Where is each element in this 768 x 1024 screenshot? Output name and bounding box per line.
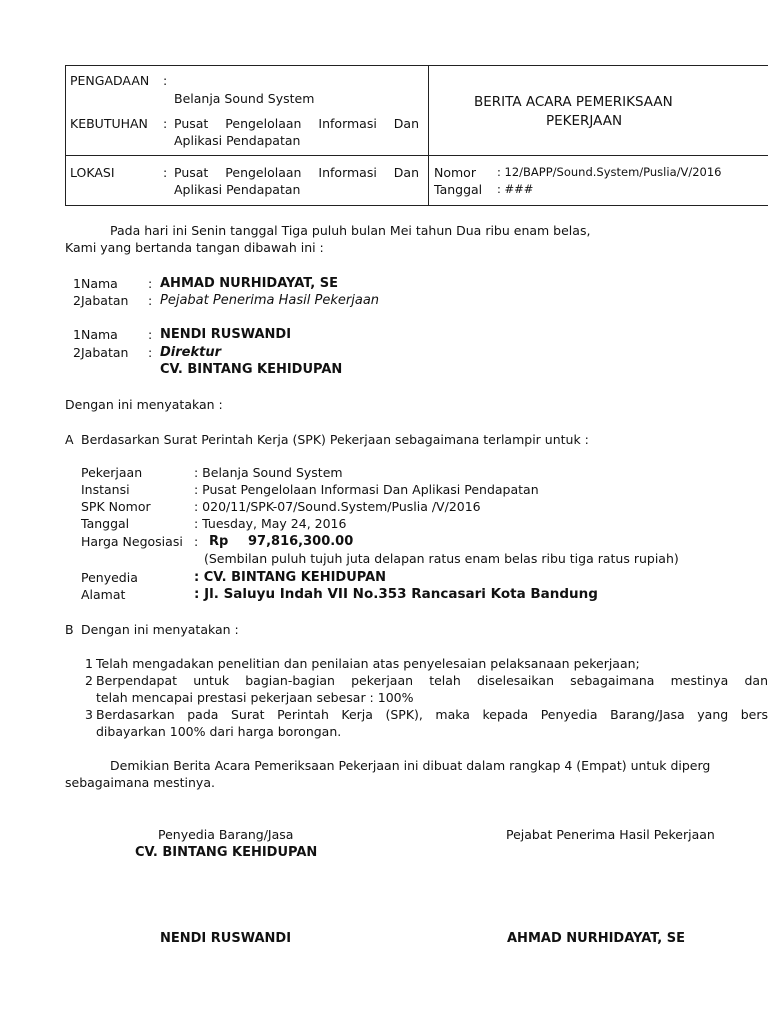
item-text-cont: dibayarkan 100% dari harga borongan.: [96, 724, 342, 739]
person2-nama-label: Nama: [81, 327, 118, 342]
signature-right-role: Pejabat Penerima Hasil Pekerjaan: [506, 827, 715, 842]
person2-nama: NENDI RUSWANDI: [160, 327, 292, 342]
pengadaan-value: Belanja Sound System: [174, 91, 315, 106]
harga-label: Harga Negosiasi: [81, 534, 183, 549]
kebutuhan-value-line1: Pusat Pengelolaan Informasi Dan: [174, 116, 419, 131]
spk-row-value: : Tuesday, May 24, 2016: [194, 516, 347, 531]
person1-no1: 1: [73, 276, 81, 291]
signature-left-company: CV. BINTANG KEHIDUPAN: [135, 845, 318, 860]
person1-nama-label: Nama: [81, 276, 118, 291]
signature-left-role: Penyedia Barang/Jasa: [158, 827, 294, 842]
kebutuhan-colon: :: [163, 116, 168, 131]
table-middle-border: [65, 155, 768, 156]
spk-row-label: Instansi: [81, 482, 130, 497]
kebutuhan-label: KEBUTUHAN: [70, 116, 148, 131]
section-b-text: Dengan ini menyatakan :: [81, 622, 239, 637]
lokasi-label: LOKASI: [70, 165, 115, 180]
document-title-line2: PEKERJAAN: [546, 113, 623, 129]
nomor-value: : 12/BAPP/Sound.System/Puslia/V/2016: [497, 165, 722, 179]
penyedia-value: : CV. BINTANG KEHIDUPAN: [194, 570, 387, 585]
spk-row-label: Pekerjaan: [81, 465, 143, 480]
item-text: Berdasarkan pada Surat Perintah Kerja (SPK), maka kepada Penyedia Barang/Jasa yang bers: [96, 707, 768, 722]
closing-line2: sebagaimana mestinya.: [65, 775, 215, 790]
tanggal-value: : ###: [497, 182, 534, 196]
nomor-label: Nomor: [434, 165, 476, 180]
person2-jabatan-label: Jabatan: [81, 345, 129, 360]
person1-colon1: :: [148, 276, 153, 291]
item-text: Telah mengadakan penelitian dan penilaian atas penyelesaian pelaksanaan pekerjaan;: [96, 656, 640, 671]
person1-jabatan-label: Jabatan: [81, 293, 129, 308]
person1-nama: AHMAD NURHIDAYAT, SE: [160, 276, 338, 291]
item-number: 3: [85, 707, 93, 722]
pengadaan-colon: :: [163, 73, 168, 88]
person2-colon1: :: [148, 327, 153, 342]
person2-colon2: :: [148, 345, 153, 360]
penyedia-label: Penyedia: [81, 570, 138, 585]
spk-row-value: : Pusat Pengelolaan Informasi Dan Aplikasi Pendapatan: [194, 482, 539, 497]
table-left-border: [65, 65, 66, 206]
lokasi-value-line2: Aplikasi Pendapatan: [174, 182, 301, 197]
person1-jabatan: Pejabat Penerima Hasil Pekerjaan: [160, 293, 380, 308]
item-text: Berpendapat untuk bagian-bagian pekerjaan telah diselesaikan sebagaimana mestinya dan: [96, 673, 768, 688]
section-b-letter: B: [65, 622, 74, 637]
person2-company: CV. BINTANG KEHIDUPAN: [160, 362, 343, 377]
alamat-value: : Jl. Saluyu Indah VII No.353 Rancasari Kota Bandung: [194, 586, 598, 602]
document-title-line1: BERITA ACARA PEMERIKSAAN: [474, 94, 673, 110]
section-a-letter: A: [65, 432, 74, 447]
closing-line1: Demikian Berita Acara Pemeriksaan Pekerjaan ini dibuat dalam rangkap 4 (Empat) untuk diperg: [110, 758, 711, 773]
pengadaan-label: PENGADAAN: [70, 73, 150, 88]
section-a-text: Berdasarkan Surat Perintah Kerja (SPK) Pekerjaan sebagaimana terlampir untuk :: [81, 432, 589, 447]
person2-no2: 2: [73, 345, 81, 360]
harga-colon: :: [194, 534, 199, 549]
harga-value: 97,816,300.00: [248, 534, 354, 549]
signature-left-name: NENDI RUSWANDI: [160, 931, 292, 946]
spk-row-label: Tanggal: [81, 516, 130, 531]
person2-jabatan: Direktur: [160, 345, 222, 360]
item-text-cont: telah mencapai prestasi pekerjaan sebesar : 100%: [96, 690, 414, 705]
intro-line1: Pada hari ini Senin tanggal Tiga puluh bulan Mei tahun Dua ribu enam belas,: [110, 223, 591, 238]
harga-terbilang: (Sembilan puluh tujuh juta delapan ratus enam belas ribu tiga ratus rupiah): [204, 551, 679, 566]
item-number: 1: [85, 656, 93, 671]
lokasi-value-line1: Pusat Pengelolaan Informasi Dan: [174, 165, 419, 180]
intro-line2: Kami yang bertanda tangan dibawah ini :: [65, 240, 324, 255]
person1-colon2: :: [148, 293, 153, 308]
alamat-label: Alamat: [81, 587, 126, 602]
table-bottom-border: [65, 205, 768, 206]
person1-no2: 2: [73, 293, 81, 308]
spk-row-label: SPK Nomor: [81, 499, 151, 514]
tanggal-label: Tanggal: [434, 182, 483, 197]
harga-currency: Rp: [209, 534, 229, 549]
spk-row-value: : 020/11/SPK-07/Sound.System/Puslia /V/2016: [194, 499, 481, 514]
lokasi-colon: :: [163, 165, 168, 180]
kebutuhan-value-line2: Aplikasi Pendapatan: [174, 133, 301, 148]
table-divider: [428, 65, 429, 206]
statement-text: Dengan ini menyatakan :: [65, 397, 223, 412]
signature-right-name: AHMAD NURHIDAYAT, SE: [507, 931, 685, 946]
spk-row-value: : Belanja Sound System: [194, 465, 343, 480]
table-top-border: [65, 65, 768, 66]
item-number: 2: [85, 673, 93, 688]
person2-no1: 1: [73, 327, 81, 342]
